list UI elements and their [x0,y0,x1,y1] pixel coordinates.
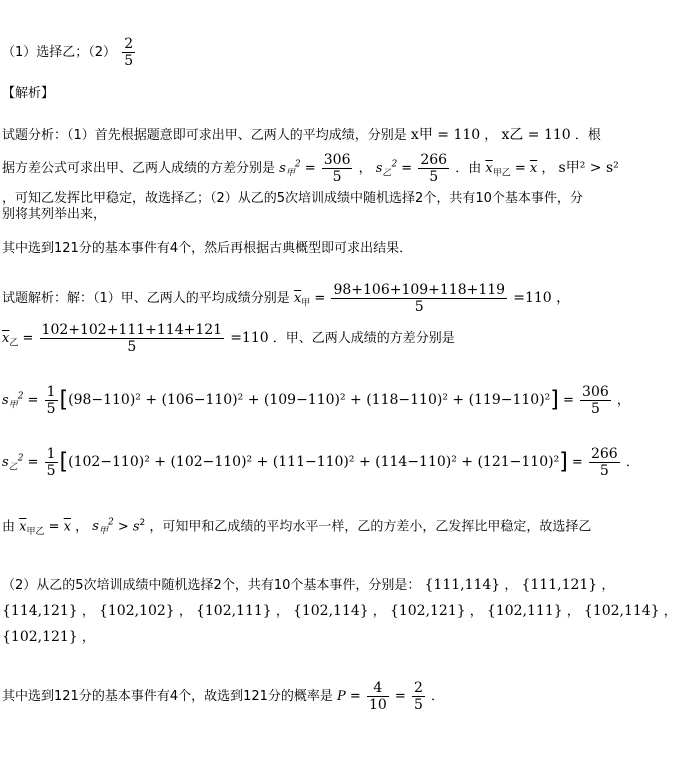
section-heading: 【解析】 [2,86,55,101]
part2-line-2: {114,121} ， {102,102} ， {102,111} ， {102,114} ， {102,121} ， {102,111} ， {102,114} ， [2,603,677,619]
variance-yi-fraction: $\frac{266}{5}$ [420,152,448,185]
probability-line: 其中选到121分的基本事件有4个，故选到121分的概率是 P = $\frac{4}{10}$ = $\frac{2}{5}$ ． [2,680,445,713]
event: {111,114} [424,577,501,593]
event: {102,121} [2,629,78,645]
event: {102,111} [195,603,272,619]
probability-fraction: $\frac{4}{10}$ [368,680,387,713]
event: {111,121} [521,577,598,593]
probability-simplified: $\frac{2}{5}$ [413,680,423,713]
variance-jia-terms: (98−110)² + (106−110)² + (109−110)² + (118−110)² + (119−110)² [68,392,551,408]
variance-yi-terms: (102−110)² + (102−110)² + (111−110)² + (114−110)² + (121−110)² [68,454,560,470]
event: {102,102} [98,603,175,619]
mean-yi-formula: x乙 = 110 [501,127,571,143]
analysis-line-1: 试题分析：（1）首先根据题意即可求出甲、乙两人的平均成绩，分别是 x甲 = 110 ， x乙 = 110 ．根 [2,127,601,143]
variance-yi-line: $s_乙^2$ = $\frac{1}{5}$ [(102−110)² + (102−110)² + (111−110)² + (114−110)² + (121−110)²] = $\frac{266}{5}$ ． [2,446,639,479]
part2-line-3: {102,121} ， [2,629,95,645]
mean-jia-fraction: $\frac{98+106+109+118+119}{5}$ [333,282,506,315]
answer-text: （1）选择乙；（2） [2,45,117,60]
variance-jia-result: $\frac{306}{5}$ [582,384,609,417]
event: {102,114} [292,603,369,619]
part2-line-1: （2）从乙的5次培训成绩中随机选择2个，共有10个基本事件，分别是： {111,114} ， {111,121} ， [2,577,615,593]
answer-fraction: $\frac{2}{5}$ [124,36,134,69]
answer-line [2,36,137,69]
variance-jia-line: $s_甲^2$ = $\frac{1}{5}$ [(98−110)² + (106−110)² + (109−110)² + (118−110)² + (119−110)²] = $\frac{306}{5}$ ， [2,384,630,417]
variance-compare: s甲² > s² [558,160,619,176]
solution-line-2: $\overline{x}_乙$ = $\frac{102+102+111+114+121}{5}$ =110 ．甲、乙两人成绩的方差分别是 [2,322,455,355]
analysis-line-4: 别将其列举出来， [2,207,107,222]
variance-jia-fraction: $\frac{306}{5}$ [323,152,351,185]
event: {102,114} [583,603,660,619]
conclusion-line: 由 $\overline{x}_{甲乙} = \overline{x}$ ， $s_甲^2 > s^2$ ，可知甲和乙成绩的平均水平一样，乙的方差小，乙发挥比甲稳定，故选择乙 [2,518,592,537]
variance-yi-result: $\frac{266}{5}$ [590,446,618,479]
mean-jia-formula: x甲 = 110 [410,127,481,143]
analysis-line-5: 其中选到121分的基本事件有4个，然后再根据古典概型即可求出结果． [2,241,413,256]
event: {114,121} [2,603,78,619]
analysis-line-3: ，可知乙发挥比甲稳定，故选择乙；（2）从乙的5次培训成绩中随机选择2个，共有10个基本事件，分 [2,191,583,206]
mean-yi-fraction: $\frac{102+102+111+114+121}{5}$ [41,322,223,355]
solution-line-1: 试题解析：解：（1）甲、乙两人的平均成绩分别是 $\overline{x}_甲$ = $\frac{98+106+109+118+119}{5}$ =110 ， [2,282,571,315]
event: {102,121} [389,603,466,619]
event: {102,111} [486,603,563,619]
analysis-line-2: 据方差公式可求出甲、乙两人成绩的方差分别是 $s_甲^2$ = $\frac{306}{5}$ ， $s_乙^2$ = $\frac{266}{5}$ ．由 $\overline{x}_{甲乙} = \overline{x}$ ， s甲² > s² [2,152,619,185]
